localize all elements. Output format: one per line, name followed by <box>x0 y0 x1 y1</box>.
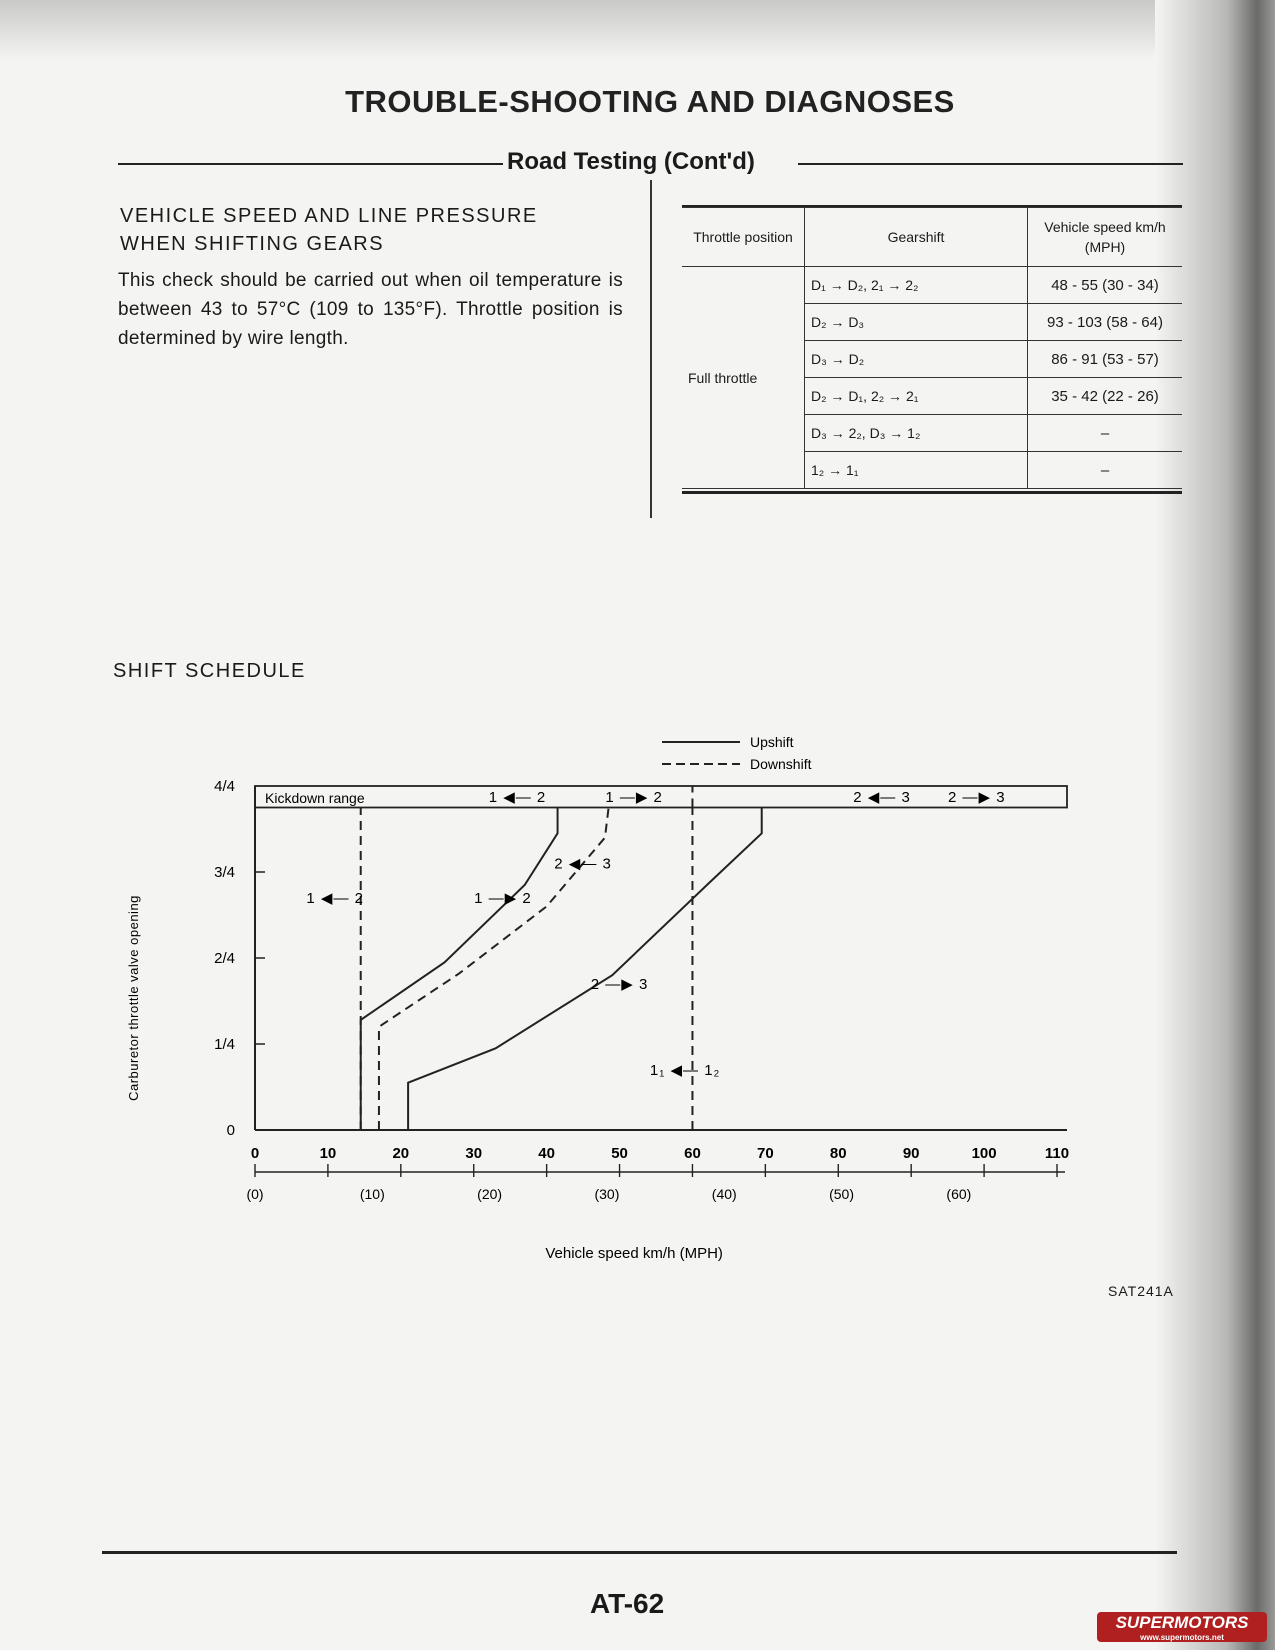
header-gearshift: Gearshift <box>805 208 1028 267</box>
shift-annotation: 2 ◀— 3 <box>554 855 612 873</box>
x-tick-label: 110 <box>1044 1145 1070 1162</box>
gearshift-cell: D₂ → D₃ <box>805 304 1028 341</box>
x-tick-label: 0 <box>250 1145 260 1162</box>
footer-rule <box>102 1551 1177 1554</box>
y-axis-label: Carburetor throttle valve opening <box>126 895 141 1101</box>
series-line-upshift <box>361 808 558 1131</box>
shift-annotation: 1 —▶ 2 <box>474 889 532 907</box>
subheading-text: Road Testing (Cont'd) <box>503 148 759 176</box>
gearshift-cell: 1₂ → 1₁ <box>805 452 1028 489</box>
shift-annotation: 1 ◀— 2 <box>306 889 364 907</box>
x-tick-label-mph: (50) <box>829 1186 855 1202</box>
x-tick-label-mph: (40) <box>711 1186 737 1202</box>
logo-url: www.supermotors.net <box>1140 1633 1224 1642</box>
x-axis-label: Vehicle speed km/h (MPH) <box>545 1245 723 1262</box>
y-tick-label: 1/4 <box>214 1036 235 1053</box>
shift-annotation: 2 —▶ 3 <box>948 789 1006 807</box>
x-tick-label-mph: (10) <box>359 1186 385 1202</box>
gearshift-cell: D₁ → D₂, 2₁ → 2₂ <box>805 267 1028 304</box>
section-heading-line-2: WHEN SHIFTING GEARS <box>120 233 385 255</box>
y-tick-label: 2/4 <box>214 950 235 967</box>
y-tick-label: 4/4 <box>214 778 235 795</box>
y-tick-label: 3/4 <box>214 864 235 881</box>
x-tick-label: 40 <box>538 1145 555 1162</box>
supermotors-logo <box>1097 1612 1267 1642</box>
gearshift-cell: D₃ → D₂ <box>805 341 1028 378</box>
speed-cell: – <box>1028 415 1183 452</box>
section-heading-line-1: VEHICLE SPEED AND LINE PRESSURE <box>120 205 538 227</box>
x-tick-label: 80 <box>829 1145 847 1162</box>
shift-annotation: 1 ◀— 2 <box>488 789 547 807</box>
gearshift-cell: D₃ → 2₂, D₃ → 1₂ <box>805 415 1028 452</box>
x-tick-label-mph: (30) <box>594 1186 620 1202</box>
throttle-position-cell: Full throttle <box>682 267 805 489</box>
x-tick-label: 10 <box>319 1145 337 1162</box>
speed-cell: 48 - 55 (30 - 34) <box>1028 267 1183 304</box>
shift-schedule-heading: SHIFT SCHEDULE <box>113 660 306 682</box>
header-throttle: Throttle position <box>682 208 805 267</box>
x-tick-label: 100 <box>971 1145 997 1162</box>
shift-annotation: 2 —▶ 3 <box>590 975 649 993</box>
shift-annotation: 2 ◀— 3 <box>853 789 911 807</box>
x-tick-label: 70 <box>757 1145 774 1162</box>
legend-upshift-label: Upshift <box>750 734 794 750</box>
y-tick-label: 0 <box>226 1122 235 1139</box>
x-tick-label: 50 <box>611 1145 628 1162</box>
x-tick-label-mph: (20) <box>477 1186 503 1202</box>
logo-text: SUPERMOTORS <box>1115 1613 1249 1632</box>
legend-downshift-label: Downshift <box>750 756 812 772</box>
speed-cell: 35 - 42 (22 - 26) <box>1028 378 1183 415</box>
section-body-text: This check should be carried out when oil temperature is between 43 to 57°C (109 to 135°F). Throttle position is determined by wire length. <box>118 270 623 349</box>
x-tick-label-mph: (60) <box>946 1186 972 1202</box>
speed-cell: 93 - 103 (58 - 64) <box>1028 304 1183 341</box>
x-tick-label: 60 <box>684 1145 701 1162</box>
x-tick-label-mph: (0) <box>246 1186 264 1202</box>
gearshift-cell: D₂ → D₁, 2₂ → 2₁ <box>805 378 1028 415</box>
x-tick-label: 20 <box>392 1145 410 1162</box>
figure-code: SAT241A <box>1108 1283 1174 1299</box>
x-tick-label: 90 <box>902 1145 920 1162</box>
page-number: AT-62 <box>590 1588 665 1619</box>
speed-cell: 86 - 91 (53 - 57) <box>1028 341 1183 378</box>
kickdown-label: Kickdown range <box>265 790 365 806</box>
x-tick-label: 30 <box>465 1145 483 1162</box>
shift-annotation: 1₁ ◀— 1₂ <box>649 1061 721 1079</box>
page-title: TROUBLE-SHOOTING AND DIAGNOSES <box>345 84 955 119</box>
shift-annotation: 1 —▶ 2 <box>605 789 663 807</box>
header-speed: Vehicle speed km/h (MPH) <box>1028 208 1183 267</box>
speed-cell: – <box>1028 452 1183 489</box>
